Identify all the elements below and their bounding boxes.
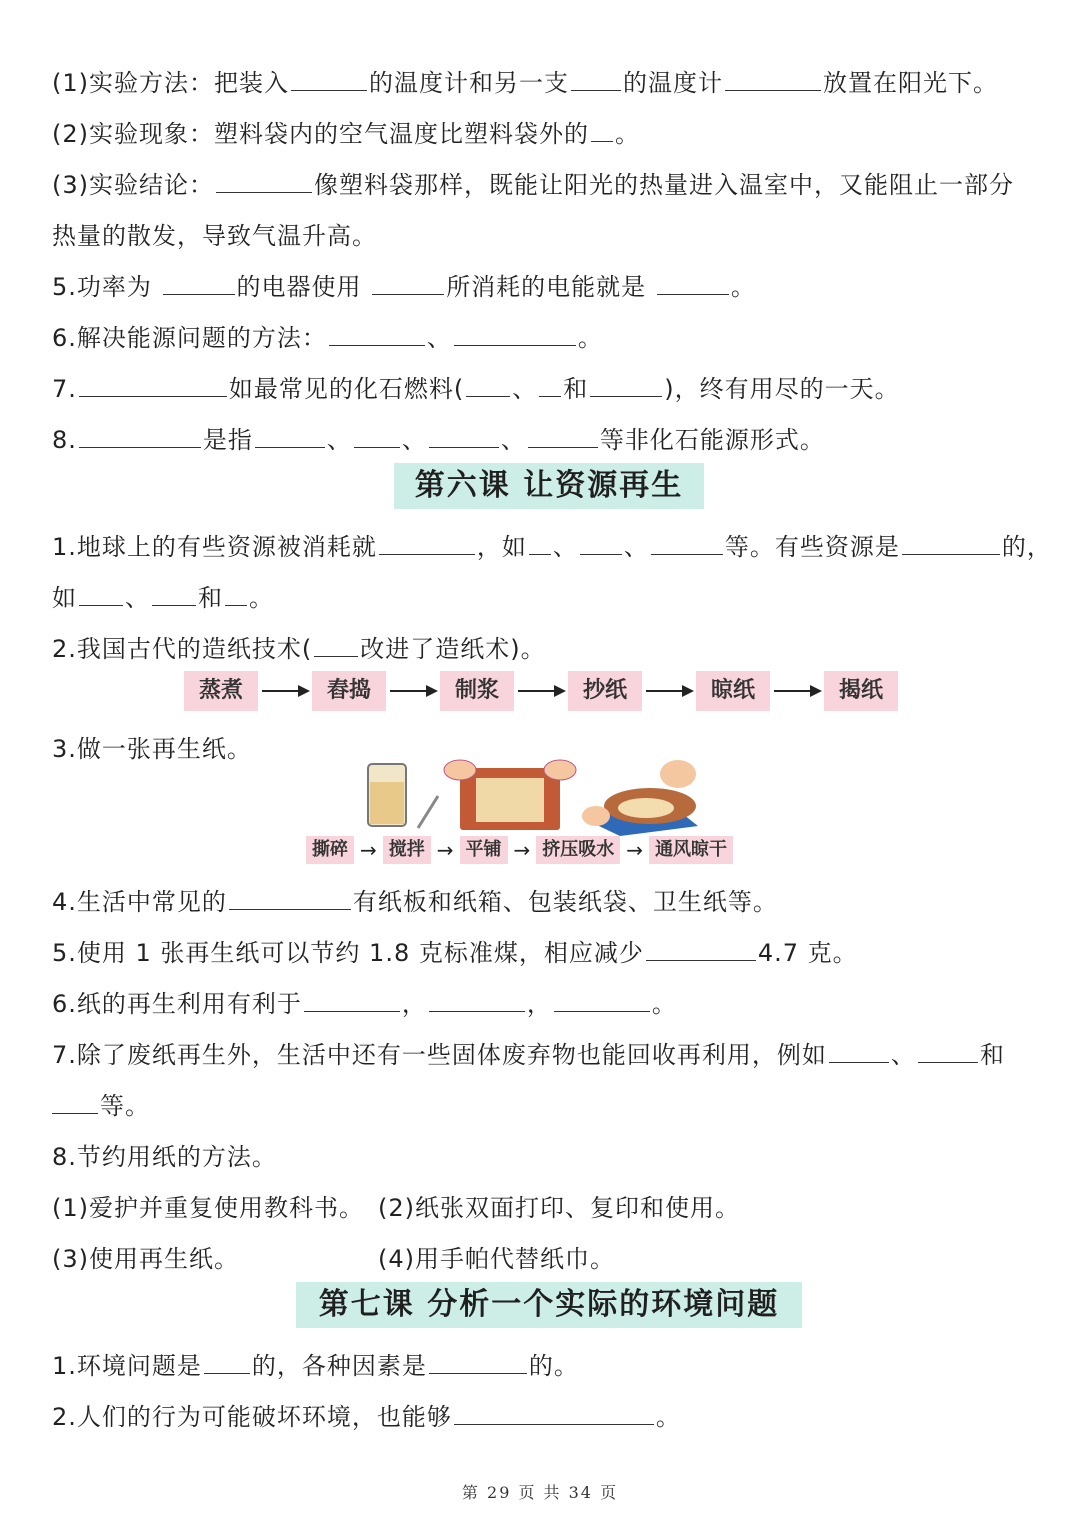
l7-q2 xyxy=(52,1400,1040,1434)
text: 等。 xyxy=(100,1092,150,1120)
text: 1.环境问题是 xyxy=(52,1352,202,1380)
text: (2)纸张双面打印、复印和使用。 xyxy=(378,1194,740,1222)
answer-blank xyxy=(304,989,400,1012)
answer-blank xyxy=(152,583,196,606)
answer-blank xyxy=(539,374,561,397)
answer-blank xyxy=(591,119,613,142)
text: 、 xyxy=(552,533,578,561)
answer-blank xyxy=(528,425,598,448)
text: 、 xyxy=(623,533,649,561)
text: 。 xyxy=(615,120,640,148)
answer-blank xyxy=(902,532,1000,555)
text: 热量的散发，导致气温升高。 xyxy=(52,222,377,250)
arrow-icon xyxy=(514,671,568,711)
flow-step: 舂捣 xyxy=(312,671,386,711)
l6-q4 xyxy=(52,885,1040,919)
flow-step: 撕碎 xyxy=(306,836,354,864)
answer-blank xyxy=(580,532,622,555)
answer-blank xyxy=(163,272,235,295)
text: 的温度计和另一支 xyxy=(369,69,569,97)
l6-q8 xyxy=(52,1140,1040,1174)
text: 等。有些资源是 xyxy=(724,533,900,561)
page-number: 第 29 页 共 34 页 xyxy=(461,1483,619,1502)
arrow-icon xyxy=(386,671,440,711)
text: 像塑料袋那样，既能让阳光的热量进入温室中，又能阻止一部分 xyxy=(314,171,1014,199)
text: 4.7 克。 xyxy=(757,939,858,967)
answer-blank xyxy=(291,68,367,91)
answer-blank xyxy=(79,425,201,448)
l6-q6 xyxy=(52,987,1040,1021)
arrow-icon xyxy=(770,671,824,711)
answer-blank xyxy=(466,374,510,397)
lesson-6-heading: 第六课 让资源再生 xyxy=(394,463,704,509)
answer-blank xyxy=(590,374,662,397)
text: ， xyxy=(526,990,552,1018)
q-experiment-conclusion-cont xyxy=(52,219,1040,253)
flow-step: 通风晾干 xyxy=(649,836,733,864)
text: (1)爱护并重复使用教科书。 xyxy=(52,1194,364,1222)
text: 2.人们的行为可能破坏环境，也能够 xyxy=(52,1403,452,1431)
arrow-icon: → xyxy=(513,838,531,862)
flow-step: 揭纸 xyxy=(824,671,898,711)
arrow-icon: → xyxy=(436,838,454,862)
text: 、 xyxy=(401,426,427,454)
text: 4.生活中常见的 xyxy=(52,888,227,916)
flow-step: 挤压吸水 xyxy=(536,836,620,864)
text: 1.地球上的有些资源被消耗就 xyxy=(52,533,377,561)
text: 、 xyxy=(125,584,150,612)
text: 8. xyxy=(52,426,77,454)
answer-blank xyxy=(918,1040,978,1063)
answer-blank xyxy=(429,425,499,448)
text: 放置在阳光下。 xyxy=(823,69,998,97)
text: 所消耗的电能就是 xyxy=(446,273,647,301)
text: 改进了造纸术)。 xyxy=(360,635,546,663)
text: 、 xyxy=(426,324,452,352)
answer-blank xyxy=(255,425,325,448)
text: (3)实验结论： xyxy=(52,171,214,199)
q8-non-fossil xyxy=(52,423,1040,457)
answer-blank xyxy=(52,1091,98,1114)
flow-step: 抄纸 xyxy=(568,671,642,711)
text: (3)使用再生纸。 xyxy=(52,1245,239,1273)
text: 、 xyxy=(500,426,526,454)
q-experiment-conclusion xyxy=(52,168,1040,202)
arrow-icon: → xyxy=(360,838,377,862)
answer-blank xyxy=(372,272,444,295)
text: ， xyxy=(401,990,427,1018)
answer-blank xyxy=(646,938,756,961)
text: 的，各种因素是 xyxy=(251,1352,427,1380)
answer-blank xyxy=(454,323,576,346)
l6-q5 xyxy=(52,936,1040,970)
answer-blank xyxy=(429,989,525,1012)
text: 2.我国古代的造纸技术( xyxy=(52,635,313,663)
text: 6.纸的再生利用有利于 xyxy=(52,990,302,1018)
frame-spreading-icon xyxy=(444,760,576,830)
l6-q1 xyxy=(52,530,1052,564)
l7-q1 xyxy=(52,1349,1040,1383)
text: 和 xyxy=(979,1041,1005,1069)
q7-fossil-fuels xyxy=(52,372,1040,406)
text: 。 xyxy=(577,324,603,352)
answer-blank xyxy=(379,532,475,555)
flow-step: 搅拌 xyxy=(383,836,431,864)
flow-step: 制浆 xyxy=(440,671,514,711)
text: )，终有用尽的一天。 xyxy=(664,375,900,403)
text: 5.使用 1 张再生纸可以节约 1.8 克标准煤，相应减少 xyxy=(52,939,644,967)
text: 是指 xyxy=(202,426,253,454)
text: 。 xyxy=(655,1403,681,1431)
answer-blank xyxy=(651,532,723,555)
text: 的电器使用 xyxy=(236,273,362,301)
text: 、 xyxy=(326,426,352,454)
text: 6.解决能源问题的方法： xyxy=(52,324,327,352)
l6-q7-cont xyxy=(52,1089,1040,1123)
text: 有纸板和纸箱、包装纸袋、卫生纸等。 xyxy=(352,888,778,916)
answer-blank xyxy=(571,68,621,91)
text: 。 xyxy=(730,273,756,301)
text: 的温度计 xyxy=(623,69,723,97)
arrow-icon xyxy=(258,671,312,711)
glass-icon xyxy=(368,764,438,828)
answer-blank xyxy=(229,887,351,910)
q6-energy-solutions xyxy=(52,321,1040,355)
text: 如最常见的化石燃料( xyxy=(228,375,465,403)
text: 5.功率为 xyxy=(52,273,152,301)
answer-blank xyxy=(657,272,729,295)
l6-q7 xyxy=(52,1038,1040,1072)
answer-blank xyxy=(429,1351,527,1374)
text: 和 xyxy=(198,584,223,612)
papermaking-process-flow xyxy=(184,671,898,711)
q-experiment-method xyxy=(52,66,1040,100)
text: 8.节约用纸的方法。 xyxy=(52,1143,277,1171)
l6-q8-methods-2 xyxy=(52,1242,1040,1276)
flow-step: 晾纸 xyxy=(696,671,770,711)
text: 如 xyxy=(52,584,77,612)
answer-blank xyxy=(79,583,123,606)
answer-blank xyxy=(79,374,227,397)
answer-blank xyxy=(725,68,821,91)
text: 、 xyxy=(890,1041,916,1069)
flow-step: 蒸煮 xyxy=(184,671,258,711)
answer-blank xyxy=(454,1402,654,1425)
q-experiment-phenomenon xyxy=(52,117,1040,151)
text: 等非化石能源形式。 xyxy=(599,426,825,454)
text: 。 xyxy=(249,584,274,612)
text: 。 xyxy=(651,990,677,1018)
text: ，如 xyxy=(476,533,527,561)
answer-blank xyxy=(204,1351,250,1374)
text: 3.做一张再生纸。 xyxy=(52,735,252,763)
answer-blank xyxy=(314,634,358,657)
l6-q1-cont xyxy=(52,581,1040,615)
text: (4)用手帕代替纸巾。 xyxy=(378,1245,615,1273)
answer-blank xyxy=(329,323,425,346)
q5-power xyxy=(52,270,1040,304)
recycled-paper-illustration xyxy=(360,756,700,836)
answer-blank xyxy=(554,989,650,1012)
arrow-icon xyxy=(642,671,696,711)
text: 7. xyxy=(52,375,77,403)
l6-q8-methods-1 xyxy=(52,1191,1040,1225)
text: (1)实验方法：把装入 xyxy=(52,69,289,97)
text: 的， xyxy=(1001,533,1052,561)
text: 的。 xyxy=(528,1352,579,1380)
l6-q2 xyxy=(52,632,1040,666)
text: 和 xyxy=(563,375,589,403)
answer-blank xyxy=(216,170,312,193)
text: 7.除了废纸再生外，生活中还有一些固体废弃物也能回收再利用，例如 xyxy=(52,1041,827,1069)
answer-blank xyxy=(529,532,551,555)
answer-blank xyxy=(354,425,400,448)
answer-blank xyxy=(829,1040,889,1063)
press-water-icon xyxy=(582,760,698,836)
text: 、 xyxy=(512,375,538,403)
recycled-paper-flow xyxy=(306,836,733,864)
answer-blank xyxy=(225,583,247,606)
lesson-7-heading: 第七课 分析一个实际的环境问题 xyxy=(296,1282,802,1328)
text: (2)实验现象：塑料袋内的空气温度比塑料袋外的 xyxy=(52,120,589,148)
arrow-icon: → xyxy=(626,838,644,862)
flow-step: 平铺 xyxy=(460,836,508,864)
